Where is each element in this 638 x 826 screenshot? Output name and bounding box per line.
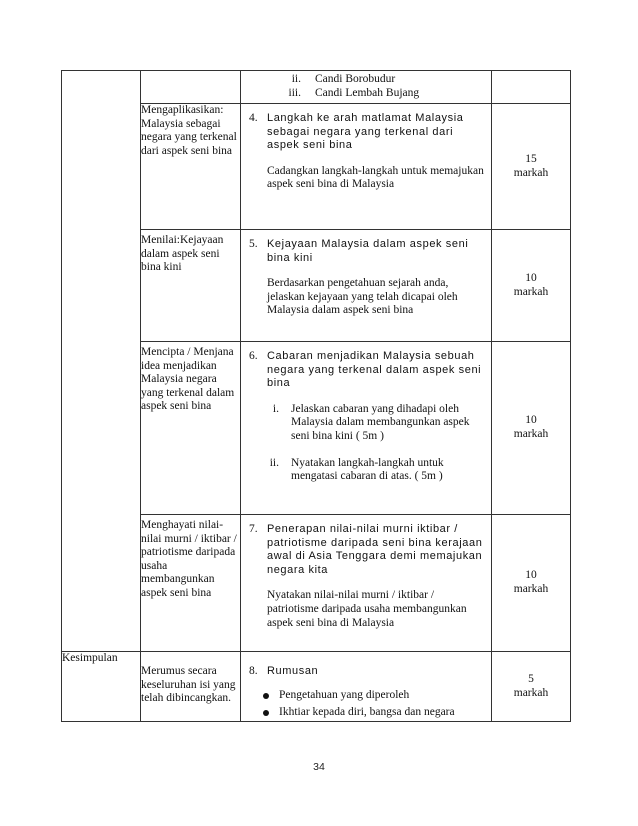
aspek-text: Mencipta / Menjana idea menjadikan Malaysia negara yang terkenal dalam aspek seni bina [141, 346, 235, 413]
section-cell [62, 652, 141, 722]
table-row-q8 [62, 652, 571, 722]
lesson-plan-table [61, 70, 571, 722]
content-cell [241, 515, 492, 652]
aspek-cell [141, 652, 241, 722]
bullet-text: Ikhtiar kepada diri, bangsa dan negara [279, 706, 455, 719]
bullet-text: Pengetahuan yang diperoleh [279, 688, 410, 701]
sub-question [249, 457, 487, 484]
content-cell [241, 104, 492, 230]
question-number: 8. [249, 665, 258, 677]
list-item [241, 87, 491, 101]
content-cell [241, 71, 492, 104]
mark-cell [492, 342, 571, 515]
question-number: 7. [249, 523, 258, 535]
bullet-item [249, 706, 487, 720]
aspek-cell [141, 230, 241, 342]
question-text: Berdasarkan pengetahuan sejarah anda, jelaskan kejayaan yang telah dicapai oleh Malaysia dalam aspek seni bina [267, 277, 458, 317]
aspek-text: Merumus secara keseluruhan isi yang telah dibincangkan. [141, 665, 236, 705]
section-cell-empty [62, 71, 141, 652]
list-item [241, 73, 491, 87]
mark-value: 15 [525, 152, 537, 165]
mark-unit: markah [513, 583, 549, 595]
question-number: 6. [249, 350, 258, 362]
mark-cell [492, 230, 571, 342]
sub-question-text: Jelaskan cabaran yang dihadapi oleh Malaysia dalam membangunkan aspek seni bina kini ( 5m ) [291, 402, 470, 442]
sub-question-text: Nyatakan langkah-langkah untuk mengatasi cabaran di atas. ( 5m ) [291, 456, 444, 483]
mark-value: 10 [525, 414, 537, 427]
aspek-cell-empty [141, 71, 241, 104]
page-number: 34 [313, 761, 325, 773]
bullet-item [249, 689, 487, 703]
item-number: iii. [288, 86, 301, 99]
mark-cell [492, 652, 571, 722]
question-title: Rumusan [267, 665, 319, 677]
mark-cell [492, 104, 571, 230]
mark-unit: markah [513, 686, 549, 699]
sub-question-number: ii. [269, 456, 279, 469]
question-number: 4. [249, 112, 258, 124]
question-text: Nyatakan nilai-nilai murni / iktibar / patriotisme daripada usaha membangunkan aspek seni bina di Malaysia [267, 589, 467, 629]
sub-question [249, 403, 487, 444]
sub-question-number: i. [272, 402, 279, 415]
aspek-cell [141, 104, 241, 230]
mark-value: 10 [525, 271, 537, 284]
question-title: Cabaran menjadikan Malaysia sebuah negara yang terkenal dalam aspek seni bina [267, 350, 482, 390]
content-cell [241, 230, 492, 342]
question-title: Langkah ke arah matlamat Malaysia sebagai negara yang terkenal dari aspek seni bina [267, 112, 464, 152]
mark-value: 10 [525, 569, 537, 582]
bullet-icon [263, 693, 269, 699]
bullet-icon [263, 710, 269, 716]
question-number: 5. [249, 238, 258, 250]
mark-unit: markah [513, 285, 549, 298]
question-title: Penerapan nilai-nilai murni iktibar / patriotisme daripada seni bina kerajaan awal di Asia Tenggara demi memajukan negara kita [267, 523, 483, 576]
content-cell [241, 342, 492, 515]
mark-cell-empty [492, 71, 571, 104]
content-cell [241, 652, 492, 722]
question-text: Cadangkan langkah-langkah untuk memajukan aspek seni bina di Malaysia [267, 164, 484, 191]
question-title: Kejayaan Malaysia dalam aspek seni bina kini [267, 238, 469, 264]
mark-unit: markah [513, 166, 549, 179]
aspek-cell [141, 515, 241, 652]
mark-cell [492, 515, 571, 652]
item-text: Candi Borobudur [315, 73, 396, 85]
item-number: ii. [291, 73, 301, 85]
aspek-text: Menghayati nilai-nilai murni / iktibar / patriotisme daripada usaha membangunkan aspek seni bina [141, 519, 237, 599]
aspek-cell [141, 342, 241, 515]
aspek-text: Menilai:Kejayaan dalam aspek seni bina kini [141, 234, 224, 274]
table-row-continuation [62, 71, 571, 104]
section-label: Kesimpulan [62, 652, 118, 664]
aspek-text: Mengaplikasikan: Malaysia sebagai negara yang terkenal dari aspek seni bina [141, 104, 237, 157]
mark-unit: markah [513, 428, 549, 440]
item-text: Candi Lembah Bujang [315, 86, 420, 99]
mark-value: 5 [528, 672, 534, 685]
